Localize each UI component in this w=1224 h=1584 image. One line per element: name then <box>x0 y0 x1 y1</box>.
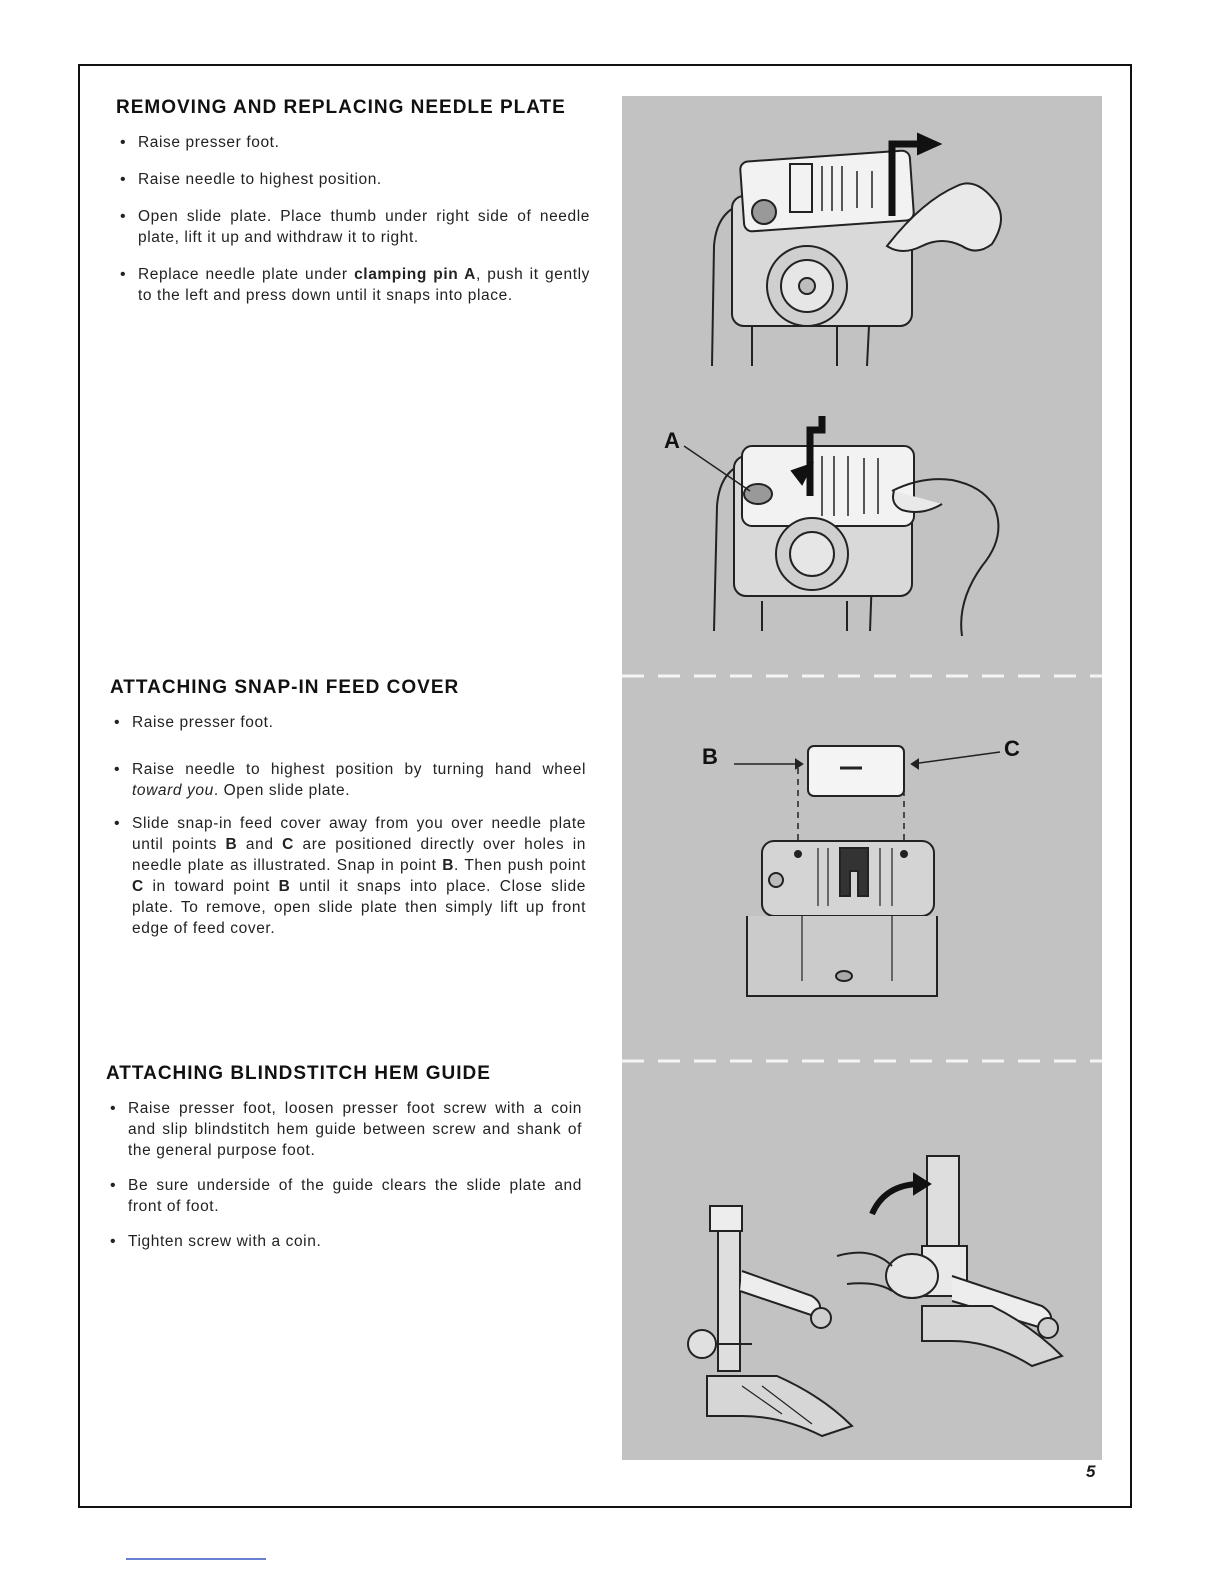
illustration-panel <box>622 96 1102 1460</box>
step-text: and <box>237 836 283 853</box>
illustration-hem-guide <box>688 1156 1062 1436</box>
page-number: 5 <box>1086 1462 1096 1481</box>
step-item <box>116 264 590 306</box>
footer-link-underline <box>126 1558 266 1560</box>
step-text: Raise needle to highest position by turning hand wheel <box>132 761 586 778</box>
section-feed-cover <box>110 676 586 939</box>
step-list <box>110 712 586 939</box>
illustration-svg <box>622 96 1102 1460</box>
illustration-replace-plate <box>684 416 998 636</box>
step-list <box>106 1098 582 1252</box>
step-text: in toward point <box>143 878 279 895</box>
step-item: • Tighten screw with a coin. <box>106 1231 582 1252</box>
section-needle-plate <box>116 96 590 306</box>
step-item <box>110 759 586 801</box>
step-item <box>110 813 586 939</box>
step-text: until it snaps into place. Close slide plate. To remove, open slide plate then simply lift up front edge of feed cover. <box>132 878 587 937</box>
step-text: . Open slide plate. <box>213 782 351 799</box>
step-text-italic: toward you <box>132 782 214 799</box>
step-item: • Raise needle to highest position. <box>116 169 590 190</box>
step-text: , push it gently to the left and press down until it snaps into place. <box>138 266 590 304</box>
step-text-bold: clamping pin A <box>354 266 476 283</box>
step-item: • Raise presser foot. <box>110 712 586 733</box>
illustration-feed-cover <box>734 746 1000 996</box>
step-text: . Then push point <box>454 857 586 874</box>
step-item: • Raise presser foot. <box>116 132 590 153</box>
point-c-label: C <box>282 836 294 853</box>
step-text: Slide snap-in feed cover away from you over needle plate until points <box>132 815 586 853</box>
section-title: ATTACHING BLINDSTITCH HEM GUIDE <box>106 1063 491 1084</box>
step-item: • Open slide plate. Place thumb under right side of needle plate, lift it up and withdraw it to right. <box>116 206 590 248</box>
point-c-label: C <box>132 878 144 895</box>
section-hem-guide <box>106 1062 582 1252</box>
step-list <box>116 132 590 306</box>
step-item: • Be sure underside of the guide clears the slide plate and front of foot. <box>106 1175 582 1217</box>
step-text: are positioned directly over holes in needle plate as illustrated. Snap in point <box>132 836 587 874</box>
label-a: A <box>664 428 680 453</box>
point-b-label: B <box>225 836 238 853</box>
label-c: C <box>1004 736 1020 761</box>
point-b-label: B <box>278 878 291 895</box>
step-text: Replace needle plate under <box>138 266 355 283</box>
section-title: ATTACHING SNAP-IN FEED COVER <box>110 677 460 698</box>
step-item: • Raise presser foot, loosen presser foot screw with a coin and slip blindstitch hem guide between screw and shank of the general purpose foot. <box>106 1098 582 1161</box>
illustration-remove-plate <box>712 134 1001 366</box>
label-b: B <box>702 744 718 769</box>
point-b-label: B <box>442 857 455 874</box>
section-title: REMOVING AND REPLACING NEEDLE PLATE <box>116 97 566 118</box>
